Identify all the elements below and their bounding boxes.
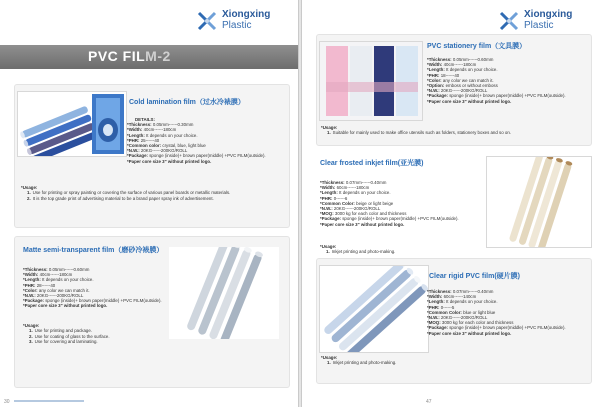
banner-title: PVC FILM-2 (88, 48, 171, 64)
matte-film-specs (23, 267, 162, 309)
stationery-film-title: PVC stationery film（文具膜） (427, 43, 527, 50)
details-label: DETAILS: (135, 117, 155, 122)
rigid-film-specs (427, 289, 566, 336)
stationery-film-specs (427, 57, 566, 104)
usage-label: *Usage: (321, 125, 338, 130)
rigid-film-product-image (319, 265, 429, 353)
core-size-note: *Paper core size 3" without printed logo. (427, 330, 512, 336)
xiongxing-logo-icon (196, 9, 218, 31)
spec-row: *Width: 40cm------180cm (127, 127, 177, 133)
core-size-note: *Paper core size 3" without printed logo. (23, 303, 108, 309)
frosted-film-usage (320, 244, 395, 255)
stationery-film-product-image (319, 41, 423, 121)
spec-row: *N.W.: 20KG------200KG/ROLL (23, 293, 84, 299)
spec-row: *Width: 40cm------180cm (23, 272, 73, 278)
brand-header (498, 9, 600, 31)
cold-lamination-product-image (17, 91, 127, 157)
usage-label: *Usage: (321, 355, 338, 360)
brand-header (196, 9, 298, 31)
usage-item: 1. Inkjet printing and photo-making. (327, 360, 397, 366)
frosted-film-title: Clear frosted inkjet film(亚光膜) (320, 160, 424, 167)
spec-row: *Length: It depends on your choice. (427, 67, 498, 73)
spec-row: *Length: It depends on your choice. (427, 299, 498, 305)
usage-item: 1. Inkjet printing and photo-making. (326, 249, 396, 255)
spec-row: *Width: 60cm------140cm (427, 294, 477, 300)
right-footer (302, 395, 600, 407)
spec-row: *PHR: 0------6 (320, 195, 348, 201)
spec-row: *Package: sponge (inside)+ brown paper(middle) +PVC FILM(outside). (23, 298, 162, 304)
spec-row: *Length: It depends on your choice. (320, 190, 391, 196)
spec-row: *Package: sponge (inside)+ brown paper(middle) +PVC FILM(outside). (427, 93, 566, 99)
page-banner (0, 45, 298, 69)
spec-row: *Thickness: 0.07mm------0.40mm (320, 180, 387, 185)
matte-film-title: Matte semi-transparent film（磨砂冷裱膜） (23, 247, 164, 254)
left-page (0, 0, 298, 407)
spec-row: *Option: emboss or without emboss (427, 83, 498, 89)
spec-row: *Package: sponge (inside)+ brown paper(middle) +PVC FILM(outside). (427, 325, 566, 331)
spec-row: *Color: any color we can match it. (427, 77, 494, 83)
footer-bar (14, 400, 84, 402)
usage-item: 1. Use for printing or spray painting or covering the surface of various panel boards or metallic materials. (27, 190, 231, 196)
matte-film-usage (23, 323, 110, 344)
page-number: 47 (426, 399, 432, 405)
spec-row: *MOQ: 3000 kg for each color and thickness (427, 320, 514, 326)
spec-row: *Length: It depends on your choice. (23, 277, 94, 283)
core-size-note: *Paper core size 3" without printed logo. (427, 98, 512, 104)
usage-label: *Usage: (21, 185, 38, 190)
cold-lamination-card (14, 84, 290, 228)
rigid-film-title: Clear rigid PVC film(硬片膜) (429, 273, 521, 280)
spec-row: *Package: sponge (inside)+ brown paper(middle) +PVC FILM(outside). (127, 153, 266, 159)
spec-row: *Thickness: 0.05mm------0.60mm (23, 267, 90, 272)
spec-row: *Color: any color we can match it. (23, 287, 90, 293)
usage-item: 1. Use for printing and package. (29, 328, 93, 334)
spec-row: *Common color: crystal, blue, light blue (127, 143, 206, 149)
usage-item: 2. Use for coating of glass to the surface. (29, 333, 110, 339)
spec-row: *N.W.: 20KG------200KG/ROLL (320, 206, 381, 212)
spec-row: *Thickness: 0.07mm------0.40mm (427, 289, 494, 294)
spec-row: *N.W.: 20KG------200KG/ROLL (427, 88, 488, 94)
cold-lamination-specs (127, 117, 266, 164)
frosted-film-product-image (486, 156, 592, 248)
spec-row: *Package: sponge (inside)+ brown paper(middle) +PVC FILM(outside). (320, 216, 459, 222)
core-size-note: *Paper core size 3" without printed logo. (320, 221, 405, 227)
spec-row: *PHR: 28------40 (23, 282, 56, 288)
stationery-film-usage (321, 125, 511, 136)
spec-row: *N.W.: 20KG------200KG/ROLL (127, 148, 188, 154)
spec-row: *Width: 40cm------180cm (427, 62, 477, 68)
spec-row: *PHR: 18------40 (427, 72, 460, 78)
rigid-film-usage (321, 355, 396, 366)
core-size-note: *Paper core size 3" without printed logo. (127, 158, 212, 164)
spec-row: *Length: It depends on your choice. (127, 132, 198, 138)
matte-film-card (14, 236, 290, 388)
spec-row: *Common Color: beige or light beige (320, 200, 394, 206)
usage-label: *Usage: (320, 244, 337, 249)
stationery-film-card (316, 34, 592, 146)
right-page (302, 0, 600, 407)
brand-name: Xiongxing Plastic (222, 9, 271, 31)
cold-lamination-title: Cold lamination film（过水冷裱膜） (129, 99, 245, 106)
usage-item: 1. Suitable for mainly used to make office utensils such as folders, stationery boxes and so on. (327, 130, 511, 136)
spec-row: *PHR: 25------40 (127, 137, 160, 143)
rigid-film-card (316, 258, 592, 384)
usage-label: *Usage: (23, 323, 40, 328)
spec-row: *MOQ: 3000 kg for each color and thickness (320, 211, 407, 217)
spec-row: *Thickness: 0.05mm------0.60mm (427, 57, 494, 62)
spec-row: *Common Color: blue or light blue (427, 309, 496, 315)
usage-item: 3. Use for covering and laminating. (29, 338, 98, 344)
frosted-film-specs (320, 180, 459, 227)
spec-row: *N.W.: 20KG------200KG/ROLL (427, 315, 488, 321)
spec-row: *Width: 60cm------180cm (320, 185, 370, 191)
brand-name: Xiongxing Plastic (524, 9, 573, 31)
cold-lamination-usage (21, 185, 230, 201)
matte-film-product-image (169, 247, 279, 339)
spec-row: *Thickness: 0.05mm------0.30mm (127, 122, 194, 128)
left-footer (0, 395, 298, 407)
spec-row: *PHR: 0------5 (427, 304, 455, 310)
usage-item: 2. It is the top grade print of advertising material to be a brand paper spray ink of advertisement. (27, 195, 214, 201)
xiongxing-logo-icon (498, 9, 520, 31)
page-number: 30 (4, 399, 10, 405)
